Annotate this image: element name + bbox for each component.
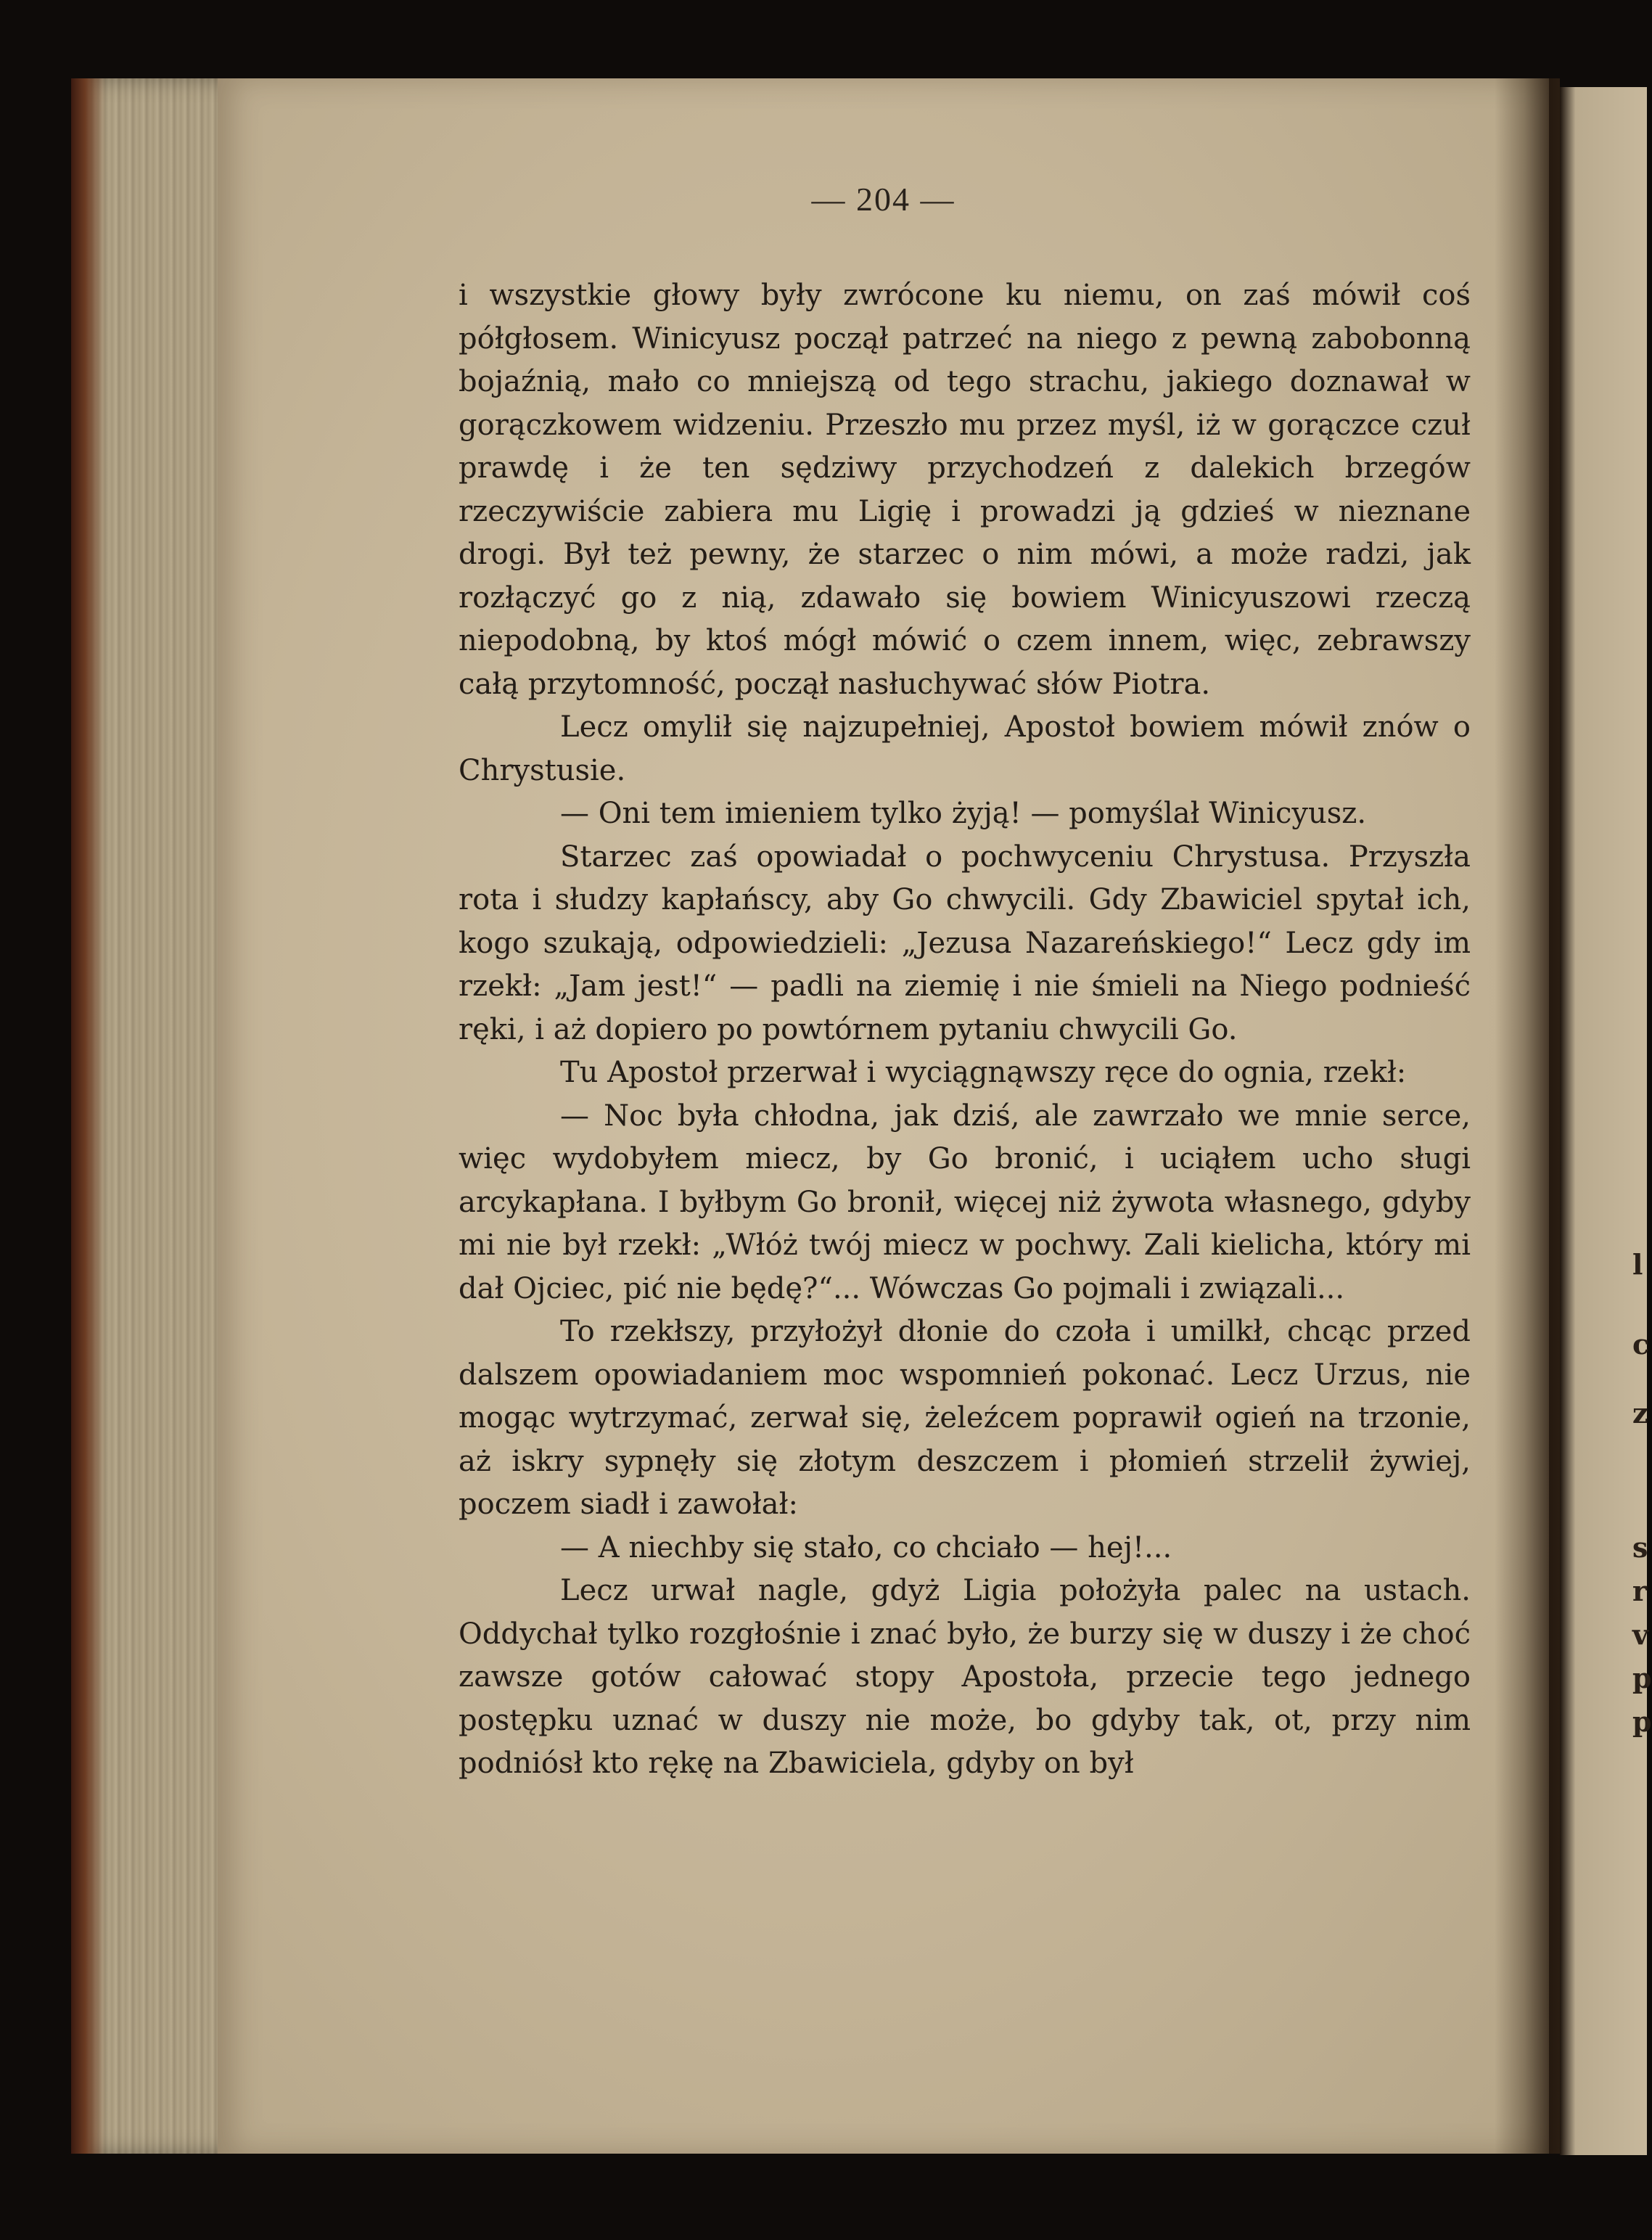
facing-page-fragments [1632,1248,1652,1974]
facing-page-letter: l [1632,1248,1643,1281]
page-number: — 204 — [811,181,956,218]
paragraph: Starzec zaś opowiadał o pochwyceniu Chrystusa. Przyszła rota i słudzy kapłańscy, aby Go chwycili. Gdy Zbawiciel spytał ich, kogo szukają, odpowiedzieli: „Jezusa Nazareńskiego!“ Lecz gdy im rzekł: „Jam jest!“ — padli na ziemię i nie śmieli na Niego podnieść ręki, i aż dopiero po powtórnem pytaniu chwycili Go. [459,840,1471,1046]
paragraph: — Noc była chłodna, jak dziś, ale zawrzało we mnie serce, więc wydobyłem miecz, by Go bronić, i uciąłem ucho sługi arcykapłana. I byłbym Go bronił, więcej niż żywota własnego, gdyby mi nie był rzekł: „Włóż twój miecz w pochwy. Zali kielicha, który mi dał Ojciec, pić nie będę?“... Wówczas Go pojmali i związali... [459,1099,1471,1305]
paragraph: — Oni tem imieniem tylko żyją! — pomyślał Winicyusz. [560,797,1367,830]
body-text [459,274,1471,1786]
paragraph: Lecz omylił się najzupełniej, Apostoł bowiem mówił znów o Chrystusie. [459,710,1471,787]
facing-page-letter: p [1632,1662,1652,1694]
paragraph: Tu Apostoł przerwał i wyciągnąwszy ręce do ognia, rzekł: [560,1056,1407,1089]
facing-page-letter: z [1632,1397,1648,1429]
book-gutter-shadow [1495,78,1560,2154]
paragraph: To rzekłszy, przyłożył dłonie do czoła i umilkł, chcąc przed dalszem opowiadaniem moc wspomnień pokonać. Lecz Urzus, nie mogąc wytrzymać, zerwał się, żeleźcem poprawił ogień na trzonie, aż iskry sypnęły się złotym deszczem i płomień strzelił żywiej, poczem siadł i zawołał: [459,1315,1471,1521]
paragraph: i wszystkie głowy były zwrócone ku niemu, on zaś mówił coś półgłosem. Winicyusz począł patrzeć na niego z pewną zabobonną bojaźnią, mało co mniejszą od tego strachu, jakiego doznawał w gorączkowem widzeniu. Przeszło mu przez myśl, iż w gorączce czuł prawdę i że ten sędziwy przychodzeń z dalekich brzegów rzeczywiście zabiera mu Ligię i prowadzi ją gdzieś w nieznane drogi. Był też pewny, że starzec o nim mówi, a może radzi, jak rozłączyć go z nią, zdawało się bowiem Winicyuszowi rzeczą niepodobną, by ktoś mógł mówić o czem innem, więc, zebrawszy całą przytomność, począł nasłuchywać słów Piotra. [459,279,1471,701]
facing-page-letter: r [1632,1575,1648,1607]
facing-page-letter: p [1632,1705,1652,1738]
facing-page-letter: s [1632,1531,1648,1564]
paragraph: Lecz urwał nagle, gdyż Ligia położyła palec na ustach. Oddychał tylko rozgłośnie i znać było, że burzy się w duszy i że choć zawsze gotów całować stopy Apostoła, przecie tego jednego postępku uznać w duszy nie może, bo gdyby tak, ot, przy nim podniósł kto rękę na Zbawiciela, gdyby on był [459,1574,1471,1780]
paragraph: — A niechby się stało, co chciało — hej!... [560,1530,1172,1564]
facing-page-letter: c [1632,1328,1650,1361]
facing-page-letter: v [1632,1618,1649,1651]
